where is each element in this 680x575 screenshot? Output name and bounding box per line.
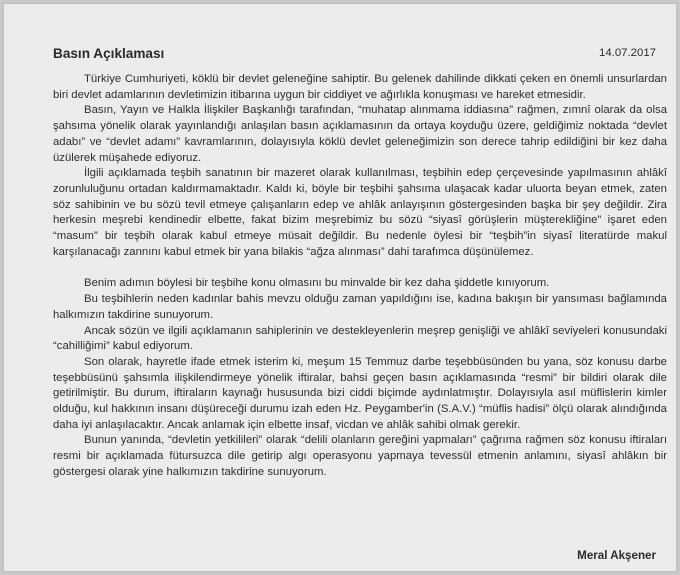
document-header	[53, 46, 656, 66]
document-title: Basın Açıklaması	[53, 46, 165, 61]
paragraph: Basın, Yayın ve Halkla İlişkiler Başkanlığı tarafından, “muhatap alınmama iddiasına” rağmen, zımnî olarak da olsa şahsıma yönelik olarak yayınlandığı anlaşılan basın açıklamasının da ortaya koyduğu üzere, geldiğimiz noktada “devlet adabı” ve “devlet adamı” kavramlarının, dolayısıyla köklü devlet geleneğimizin son derece tahrip edildiğini bir kez daha üzülerek müşahede ediyoruz.	[53, 104, 667, 164]
paragraph: Bu teşbihlerin neden kadınlar bahis mevzu olduğu zaman yapıldığını ise, kadına bakışın bir yansıması bağlamında halkımızın takdirine sunuyorum.	[53, 293, 667, 321]
paragraph: Bunun yanında, “devletin yetkilileri” olarak “delili olanların gereğini yapmaları” çağrıma rağmen söz konusu iftiraları resmi bir açıklamada fütursuzca dile getirip algı operasyonu yapmaya tevessül etmenin anlamını, siyasî ahlâkın bir göstergesi olarak yine halkımızın takdirine sunuyorum.	[53, 434, 667, 478]
paragraph: Son olarak, hayretle ifade etmek isterim ki, meşum 15 Temmuz darbe teşebbüsünden bu yana, söz konusu darbe teşebbüsünü şahsımla ilişkilendirmeye yönelik iftiralar, bahsi geçen basın açıklamasında “resmi” bir bildiri olarak dile getirilmiştir. Bu durum, iftiraların kaynağı hususunda bizi ciddi biçimde aydınlatmıştır. Dolayısıyla asıl müflislerin kimler olduğu, kul hakkının insanı düşüreceği durumu izah eden Hz. Peygamber'in (S.A.V.) “müflis hadisi” ölçü olarak alındığında daha iyi anlaşılacaktır. Ancak anlamak için elbette insaf, vicdan ve ahlâk sahibi olmak gerekir.	[53, 355, 667, 431]
paragraph: Ancak sözün ve ilgili açıklamanın sahiplerinin ve destekleyenlerin meşrep genişliği ve ahlâkî seviyeleri konusundaki “cahilliğimi” kabul ediyorum.	[53, 324, 667, 353]
press-release-page	[3, 3, 677, 572]
paragraph: Benim adımın böylesi bir teşbihe konu olmasını bu minvalde bir kez daha şiddetle kınıyorum.	[84, 277, 550, 290]
signature: Meral Akşener	[577, 549, 656, 562]
document-body	[53, 72, 667, 481]
paragraph: Türkiye Cumhuriyeti, köklü bir devlet geleneğine sahiptir. Bu gelenek dahilinde dikkati çeken en önemli unsurlardan biri devlet adamlarının devletimizin itibarına uygun bir ciddiyet ve ağırlıkla konuşması ve hareket etmesidir.	[53, 73, 667, 101]
document-date: 14.07.2017	[598, 47, 656, 59]
paragraph: İlgili açıklamada teşbih sanatının bir mazeret olarak kullanılması, teşbihin edep çerçevesinde yapılmasının ahlâkî zorunluluğunu ortadan kaldırmamaktadır. Kaldı ki, böyle bir teşbihi şahsıma ulaşacak kadar uluorta beyan etmek, zaten söz sahibinin ve bu sözü tevil etmeye çalışanların edep ve ahlâk anlayışının göstergesinden başka bir şey değildir. Zira herkesin meşrebi kendinedir elbette, fakat bizim meşrebimiz bu sözü “siyasî görüşlerin müşterekliğine” işaret eden “masum” bir teşbih olarak kabul etmeye müsait değildir. Bu nedenle öylesi bir “teşbih”in siyasî literatürde makul karşılanacağı zannını kabul etmek bir yana bilakis “ağza alınması” dahi tarafımca düşünülemez.	[53, 167, 667, 258]
